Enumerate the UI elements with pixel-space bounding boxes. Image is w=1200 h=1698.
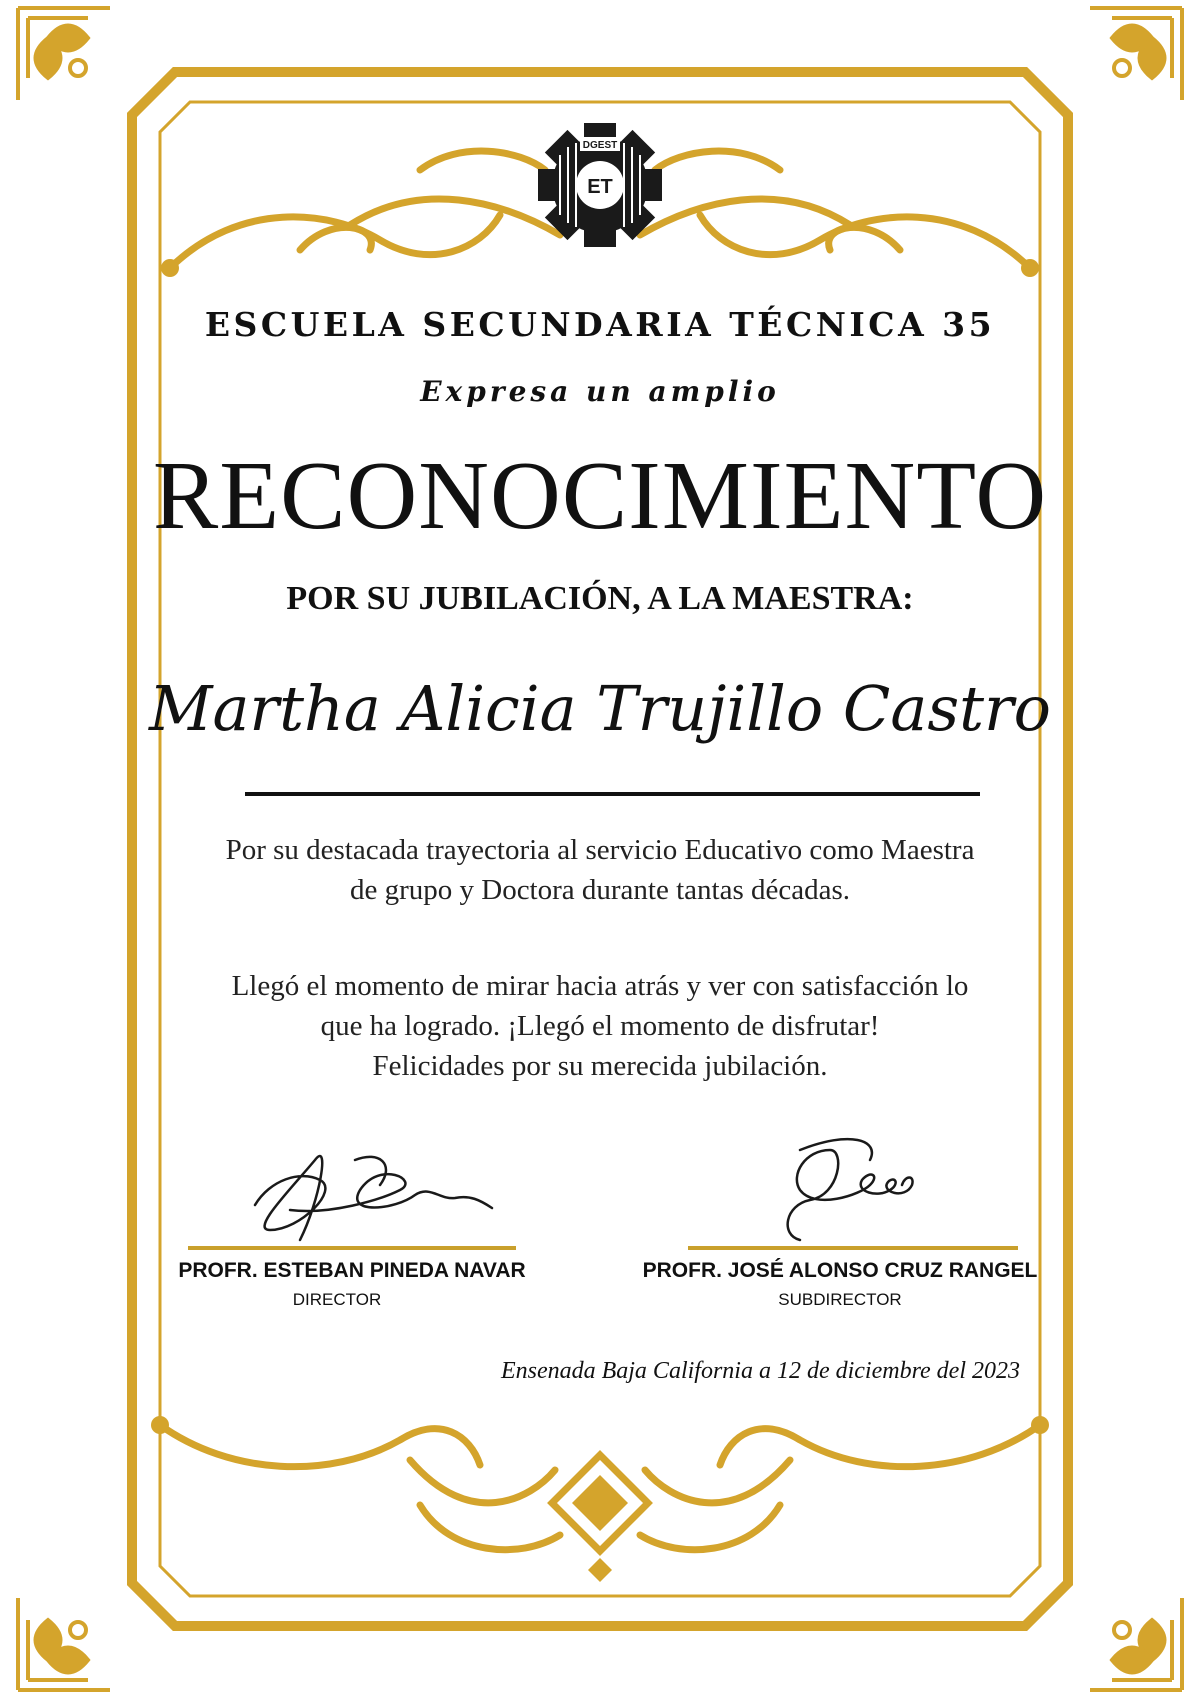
recipient-name: Martha Alicia Trujillo Castro bbox=[148, 672, 1052, 745]
body-line: Por su destacada trayectoria al servicio Educativo como Maestra bbox=[225, 834, 975, 866]
svg-text:ET: ET bbox=[587, 176, 613, 198]
director-role: DIRECTOR bbox=[292, 1290, 382, 1309]
director-name: PROFR. ESTEBAN PINEDA NAVAR bbox=[178, 1259, 526, 1282]
gear-logo-icon bbox=[538, 123, 662, 247]
svg-text:DGEST: DGEST bbox=[582, 140, 618, 151]
body-line: que ha logrado. ¡Llegó el momento de disfrutar! bbox=[320, 1010, 880, 1042]
body-line: Llegó el momento de mirar hacia atrás y ver con satisfacción lo bbox=[231, 970, 969, 1002]
school-name: ESCUELA SECUNDARIA TÉCNICA 35 bbox=[204, 305, 996, 344]
subdirector-name: PROFR. JOSÉ ALONSO CRUZ RANGEL bbox=[642, 1259, 1038, 1282]
signature-icon bbox=[255, 1156, 492, 1240]
body-line: de grupo y Doctora durante tantas décadas. bbox=[349, 874, 851, 906]
subdirector-role: SUBDIRECTOR bbox=[778, 1290, 902, 1309]
expresa-line: Expresa un amplio bbox=[420, 375, 780, 408]
body-paragraph-2 bbox=[120, 966, 1080, 1086]
body-line: Felicidades por su merecida jubilación. bbox=[372, 1050, 828, 1082]
signature-line-subdirector bbox=[688, 1246, 1018, 1250]
place-date: Ensenada Baja California a 12 de diciembre del 2023 bbox=[500, 1358, 1020, 1384]
certificate-subtitle: POR SU JUBILACIÓN, A LA MAESTRA: bbox=[286, 580, 914, 617]
name-underline bbox=[245, 792, 980, 796]
diamond-ornament-icon bbox=[552, 1455, 648, 1582]
signature-line-director bbox=[188, 1246, 516, 1250]
certificate-title: RECONOCIMIENTO bbox=[152, 442, 1048, 550]
body-paragraph-1 bbox=[120, 830, 1080, 910]
signature-icon bbox=[788, 1139, 913, 1240]
